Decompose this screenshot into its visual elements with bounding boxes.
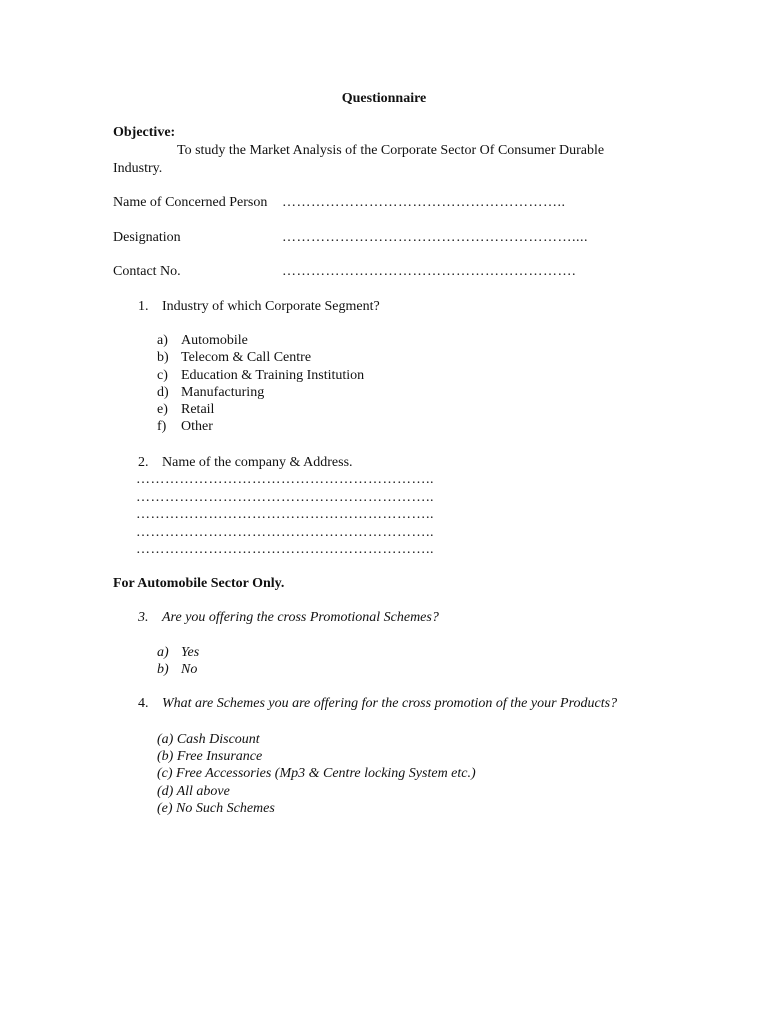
q4-option [157, 749, 262, 765]
address-line: …………………………………………………….. [136, 507, 434, 522]
option-text: Free Accessories (Mp3 & Centre locking System etc.) [176, 766, 476, 781]
option-text: Automobile [181, 333, 248, 348]
option-text: Cash Discount [176, 732, 260, 747]
q1-option [157, 350, 311, 366]
q4-option [157, 732, 260, 748]
q4-option [157, 784, 230, 800]
option-text: Yes [181, 645, 200, 660]
option-text: Other [181, 419, 213, 434]
question-4-text: What are Schemes you are offering for the cross promotion of the your Products? [162, 696, 618, 711]
option-text: Free Insurance [176, 749, 263, 764]
field-dots: ………………………………………………….. [282, 195, 566, 210]
field-dots: …………………………………………………….... [282, 230, 588, 245]
address-line: …………………………………………………….. [136, 472, 434, 487]
question-3-number: 3. [138, 610, 149, 625]
q3-option [157, 645, 199, 661]
address-line: …………………………………………………….. [136, 490, 434, 505]
option-label: b) [157, 350, 169, 365]
option-label: a) [157, 645, 169, 660]
q4-option [157, 766, 476, 782]
option-label: a) [157, 333, 168, 348]
option-label: d) [157, 385, 169, 400]
field-label: Contact No. [113, 264, 181, 279]
option-text: Manufacturing [181, 385, 265, 400]
objective-heading: Objective: [113, 125, 176, 140]
option-label: (e) [157, 801, 173, 816]
section-heading: For Automobile Sector Only. [113, 576, 285, 591]
question-2-text: Name of the company & Address. [162, 455, 353, 470]
question-4-number: 4. [138, 696, 149, 711]
q1-option [157, 333, 248, 349]
option-text: Telecom & Call Centre [181, 350, 312, 365]
question-1-number: 1. [138, 299, 149, 314]
objective-text: To study the Market Analysis of the Corporate Sector Of Consumer Durable Industry. [113, 143, 605, 176]
field-label: Name of Concerned Person [113, 195, 268, 210]
question-3-text: Are you offering the cross Promotional Schemes? [162, 610, 439, 625]
q1-option [157, 402, 214, 418]
option-label: (d) [157, 784, 174, 799]
option-text: No Such Schemes [176, 801, 275, 816]
page-title: Questionnaire [341, 91, 427, 106]
field-concerned-person [113, 195, 566, 211]
q4-option [157, 801, 275, 817]
q1-option [157, 368, 364, 384]
address-line: …………………………………………………….. [136, 542, 434, 557]
option-label: (c) [157, 766, 173, 781]
field-designation [113, 230, 588, 246]
option-label: f) [157, 419, 167, 434]
address-line: …………………………………………………….. [136, 525, 434, 540]
field-dots: ……………………………………………………. [282, 264, 576, 279]
question-2-number: 2. [138, 455, 149, 470]
q3-option [157, 662, 197, 678]
option-text: All above [176, 784, 230, 799]
field-contact-no [113, 264, 576, 280]
q1-option [157, 419, 213, 435]
option-text: No [181, 662, 198, 677]
option-label: b) [157, 662, 169, 677]
option-text: Education & Training Institution [181, 368, 365, 383]
option-label: (b) [157, 749, 174, 764]
option-text: Retail [181, 402, 215, 417]
option-label: (a) [157, 732, 174, 747]
option-label: e) [157, 402, 168, 417]
question-1-text: Industry of which Corporate Segment? [162, 299, 380, 314]
field-label: Designation [113, 230, 181, 245]
option-label: c) [157, 368, 168, 383]
q1-option [157, 385, 264, 401]
